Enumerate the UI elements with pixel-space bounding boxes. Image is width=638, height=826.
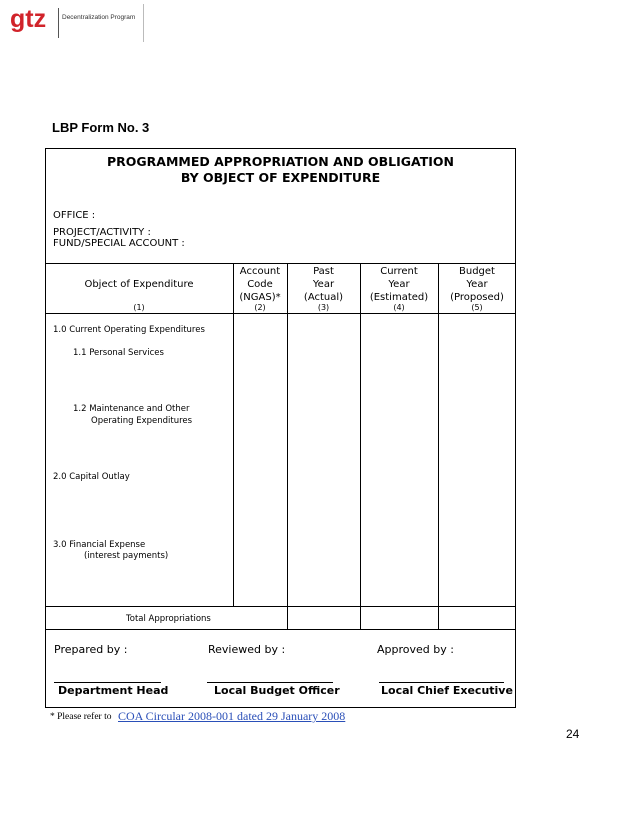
dept-head-signature-line [54, 682, 161, 683]
col-number-4: (4) [393, 303, 405, 312]
chief-exec-title: Local Chief Executive [381, 684, 513, 697]
dept-head-title: Department Head [58, 684, 169, 697]
row-capital-outlay: 2.0 Capital Outlay [53, 472, 130, 482]
office-field-label: OFFICE : [53, 210, 96, 221]
row-current-operating: 1.0 Current Operating Expenditures [53, 325, 205, 335]
col-header-object: Object of Expenditure [84, 279, 194, 290]
fund-field-label: FUND/SPECIAL ACCOUNT : [53, 238, 185, 249]
form-title-line2: BY OBJECT OF EXPENDITURE [180, 170, 381, 185]
table-top-border [45, 263, 516, 264]
col-header-budget-year: Budget Year (Proposed) [450, 266, 504, 303]
coa-circular-link[interactable]: COA Circular 2008-001 dated 29 January 2008 [118, 709, 346, 723]
row-mooe-line2: Operating Expenditures [91, 416, 193, 426]
col-divider-1 [233, 263, 234, 606]
prepared-by-label: Prepared by : [54, 643, 128, 656]
reviewed-by-label: Reviewed by : [208, 643, 286, 656]
total-bottom-border [45, 629, 516, 630]
header-rule [143, 4, 144, 42]
col-header-past-year: Past Year (Actual) [303, 266, 344, 303]
row-interest-payments: (interest payments) [84, 551, 169, 561]
logo-divider [58, 8, 59, 38]
header-bottom-border [45, 313, 516, 314]
total-top-border [45, 606, 516, 607]
budget-officer-signature-line [207, 682, 333, 683]
col-number-2: (2) [254, 303, 266, 312]
approved-by-label: Approved by : [377, 643, 454, 656]
page-number: 24 [566, 727, 580, 741]
col-number-3: (3) [317, 303, 330, 312]
row-mooe-line1: 1.2 Maintenance and Other [73, 404, 190, 414]
col-divider-2 [287, 263, 288, 629]
program-name: Decentralization Program [62, 14, 136, 21]
row-financial-expense: 3.0 Financial Expense [53, 540, 146, 550]
gtz-logo: gtz [10, 5, 47, 33]
form-title-line1: PROGRAMMED APPROPRIATION AND OBLIGATION [107, 154, 454, 169]
col-divider-4 [438, 263, 439, 629]
col-number-5: (5) [471, 303, 483, 312]
row-total-appropriations: Total Appropriations [126, 614, 211, 624]
project-field-label: PROJECT/ACTIVITY : [53, 227, 151, 238]
col-divider-3 [360, 263, 361, 629]
row-personal-services: 1.1 Personal Services [73, 348, 164, 358]
col-number-1: (1) [133, 303, 145, 312]
chief-exec-signature-line [379, 682, 504, 683]
col-header-current-year: Current Year (Estimated) [369, 266, 429, 303]
col-header-account-code: Account Code (NGAS)* [239, 266, 281, 303]
footnote-prefix: * Please refer to [50, 712, 112, 722]
form-number: LBP Form No. 3 [52, 120, 150, 135]
budget-officer-title: Local Budget Officer [214, 684, 340, 697]
